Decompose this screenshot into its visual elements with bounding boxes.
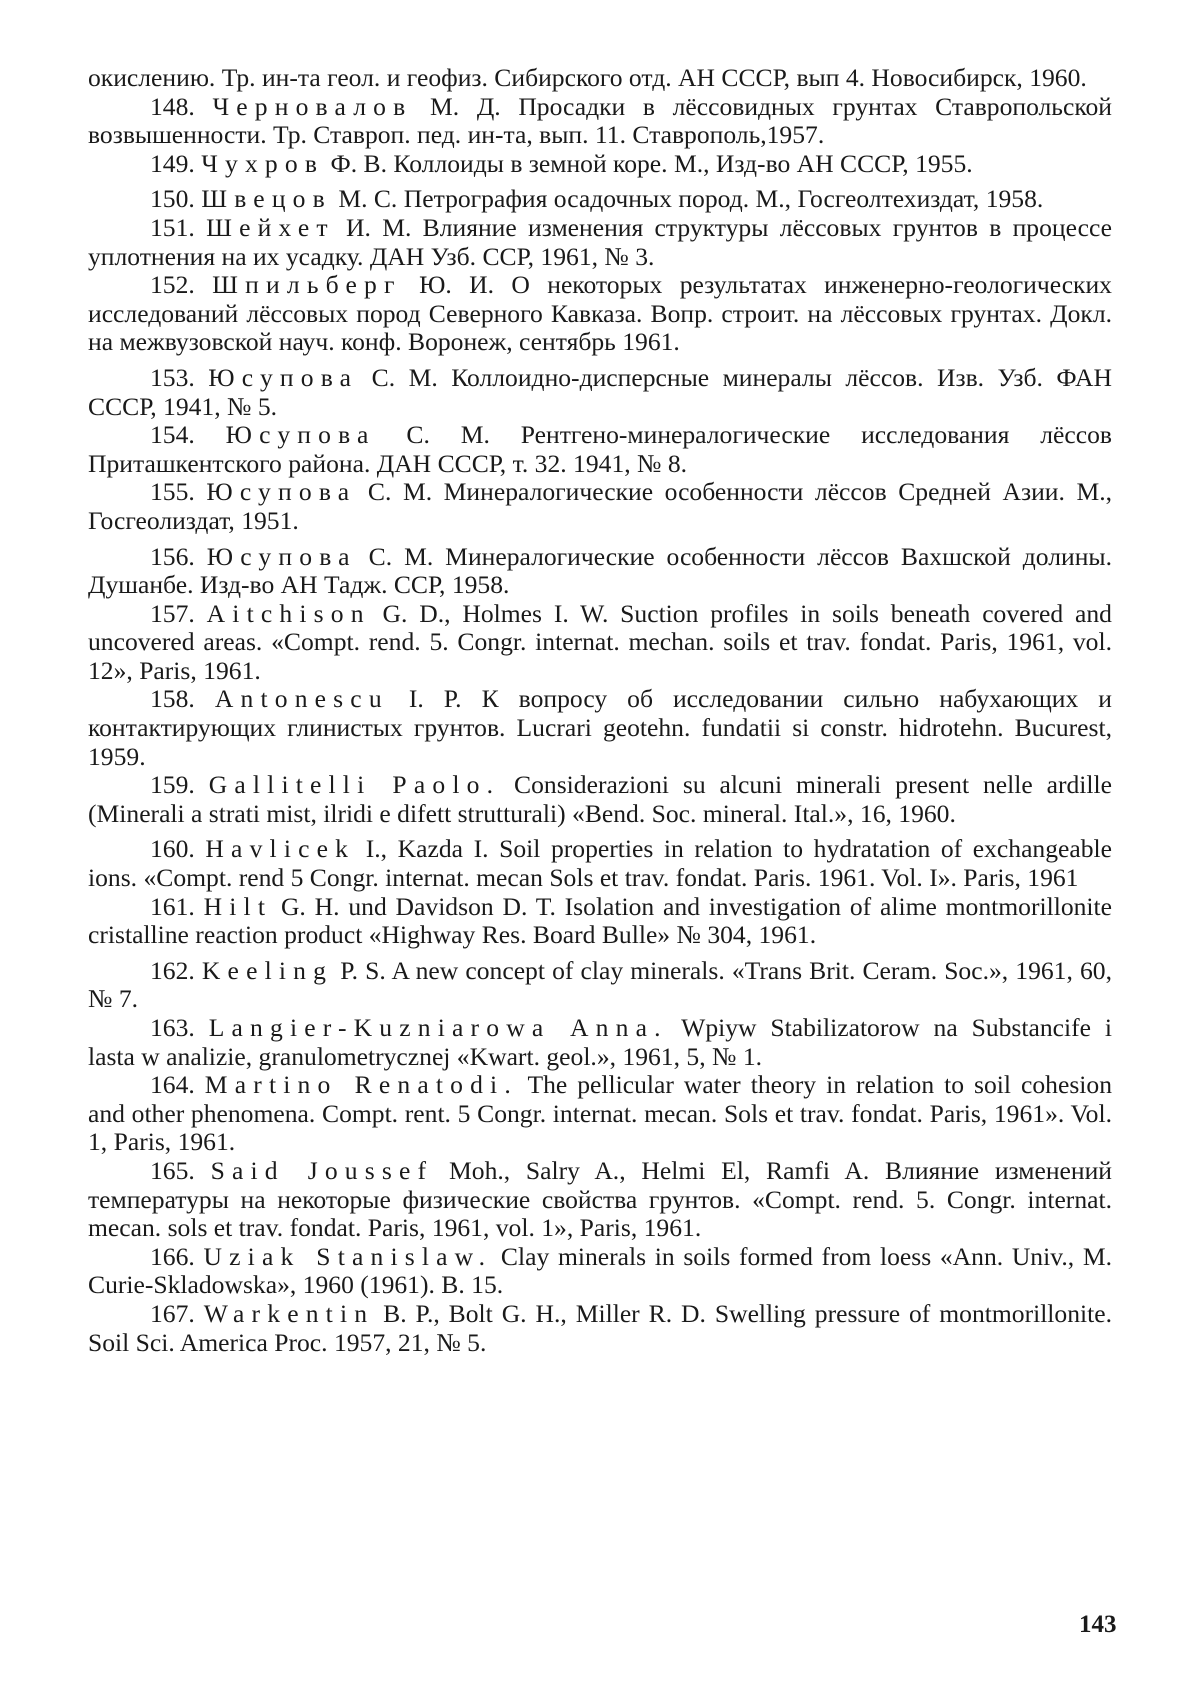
entry-text: I., Kazda I. Soil properties in relation to hydratation of exchangeable ions. «Compt. rend 5 Congr. internat. mecan Sols et trav. fondat. Paris. 1961. Vol. I». Paris, 1961 [88,834,1113,893]
entry-text: С. М. Минералогические особенности лёссов Вахшской долины. Душанбе. Изд-во АН Тадж. ССР, 1958. [88,541,1112,600]
entry-author: Юсупова [208,362,359,392]
bibliography-entry [88,150,1112,179]
entry-author: Юсупова [225,420,376,450]
entry-text: G. H. und Davidson D. T. Isolation and investigation of alime montmorillonite cristalline reaction product «Highway Res. Board Bulle» № 304, 1961. [88,891,1112,950]
entry-number: 162. [150,955,195,985]
entry-text: Ф. В. Коллоиды в земной коре. М., Изд-во АН СССР, 1955. [330,148,973,178]
entry-text: The pellicular water theory in relation to soil cohesion and other phenomena. Compt. rent. 5 Congr. internat. mecan. Sols et trav. fondat. Paris, 1961». Vol. 1, Paris, 1961. [88,1070,1113,1157]
entry-author: Швецов [201,184,332,214]
bibliography-entry [88,1157,1112,1243]
entry-text: Moh., Salry A., Helmi El, Ramfi A. Влияние изменений температуры на некоторые физические свойства грунтов. «Compt. rend. 5. Congr. internat. mecan. sols et trav. fondat. Paris, 1961, vol. 1», Paris, 1961. [88,1155,1112,1243]
entry-author: Черновалов [212,91,413,121]
entry-author: Gallitelli Paolo. [208,770,501,800]
bibliography-entry [88,893,1112,950]
entry-text: B. P., Bolt G. H., Miller R. D. Swelling pressure of montmorillonite. Soil Sci. America Proc. 1957, 21, № 5. [88,1298,1112,1357]
entry-text: М. С. Петрография осадочных пород. М., Госгеолтехиздат, 1958. [338,184,1044,214]
entry-text: Clay minerals in soils formed from loess «Ann. Univ., M. Curie-Skladowska», 1960 (1961). B. 15. [88,1241,1112,1300]
entry-text: М. Д. Просадки в лёссовидных грунтах Ставропольской возвышенности. Тр. Ставроп. пед. ин-та, вып. 11. Ставрополь,1957. [88,91,1112,150]
entry-number: 150. [150,184,195,214]
entry-number: 151. [150,212,195,242]
bibliography-entry [88,478,1112,535]
entry-author: Шпильберг [212,270,402,300]
entry-author: Шейхет [206,212,335,242]
bibliography-entry [88,185,1112,214]
bibliography-entry [88,957,1112,1014]
entry-number: 161. [150,891,195,921]
bibliography-entry [88,1014,1112,1071]
entry-text: Wpiyw Stabilizatorow na Substancife i lasta w analizie, granulometrycznej «Kwart. geol.», 1961, 5, № 1. [88,1013,1113,1071]
entry-author: Aitchison [206,598,371,628]
entry-author: Martino Renatodi. [204,1070,518,1100]
bibliography-entry [88,271,1112,357]
entry-text: P. S. A new concept of clay minerals. «Trans Brit. Ceram. Soc.», 1961, 60, № 7. [88,955,1112,1014]
entry-author: Antonescu [214,684,389,714]
entry-number: 159. [150,770,195,800]
bibliography-entry [88,685,1112,771]
bibliography-entry [88,771,1112,828]
entry-number: 156. [150,541,195,571]
entry-number: 167. [150,1298,195,1328]
bibliography-page [88,64,1112,1357]
bibliography-entry [88,93,1112,150]
entry-text: окислению. Тр. ин-та геол. и геофиз. Сибирского отд. АН СССР, вып 4. Новосибирск, 1960. [88,63,1087,92]
bibliography-entry [88,421,1112,478]
entry-number: 155. [150,477,195,507]
bibliography-entry [88,214,1112,271]
entry-number: 157. [150,598,195,628]
entry-number: 165. [150,1155,195,1185]
entry-author: Havlicek [205,834,356,864]
entry-text: G. D., Holmes I. W. Suction profiles in soils beneath covered and uncovered areas. «Compt. rend. 5. Congr. internat. mechan. soils et trav. fondat. Paris, 1961, vol. 12», Paris, 1961. [88,598,1112,685]
entry-author: Keeling [201,955,334,985]
entry-number: 158. [150,684,195,714]
bibliography-entry [88,1071,1112,1157]
bibliography-entry [88,543,1112,600]
entry-number: 166. [150,1241,195,1271]
entry-author: Said Joussef [210,1155,434,1185]
bibliography-entry [88,1243,1112,1300]
entry-text: Considerazioni su alcuni minerali present nelle ardille (Minerali a strati mist, ilridi e difett strutturali) «Bend. Soc. mineral. Ital.», 16, 1960. [88,770,1112,828]
entry-author: Langier-Kuzniarowa Anna. [208,1013,668,1042]
entry-text: С. М. Минералогические особенности лёссов Средней Азии. М., Госгеолиздат, 1951. [88,477,1113,535]
entry-number: 164. [150,1070,195,1100]
entry-author: Чухров [201,148,325,178]
bibliography-entry [88,1300,1112,1357]
entry-author: Hilt [203,891,273,921]
entry-text: I. P. К вопросу об исследовании сильно набухающих и контактирующих глинистых грунтов. Lucrari geotehn. fundatii si constr. hidrotehn. Bucurest, 1959. [88,684,1112,771]
entry-number: 154. [150,420,195,450]
entry-number: 163. [150,1013,195,1042]
entry-number: 152. [150,270,195,300]
entry-author: Uziak Stanislaw. [203,1241,493,1271]
page-number: 143 [1079,1611,1117,1638]
entry-number: 153. [150,362,195,392]
entry-text: С. М. Коллоидно-дисперсные минералы лёссов. Изв. Узб. ФАН СССР, 1941, № 5. [88,362,1112,421]
bibliography-entry [88,835,1112,892]
entry-author: Юсупова [206,477,357,507]
entry-text: И. М. Влияние изменения структуры лёссовых грунтов в процессе уплотнения на их усадку. ДАН Узб. ССР, 1961, № 3. [88,212,1112,271]
bibliography-entry [88,364,1112,421]
entry-author: Warkentin [203,1298,375,1328]
entry-text: С. М. Рентгено-минералогические исследования лёссов Приташкентского района. ДАН СССР, т. 32. 1941, № 8. [88,420,1112,478]
entry-number: 160. [150,834,195,864]
entry-number: 149. [150,148,195,178]
bibliography-entry [88,64,1112,93]
entry-text: Ю. И. О некоторых результатах инженерно-геологических исследований лёссовых пород Северного Кавказа. Вопр. строит. на лёссовых грунтах. Докл. на межвузовской науч. конф. Воронеж, сентябрь 1961. [88,270,1112,357]
entry-number: 148. [150,91,195,121]
bibliography-entry [88,600,1112,686]
entry-author: Юсупова [206,541,357,571]
